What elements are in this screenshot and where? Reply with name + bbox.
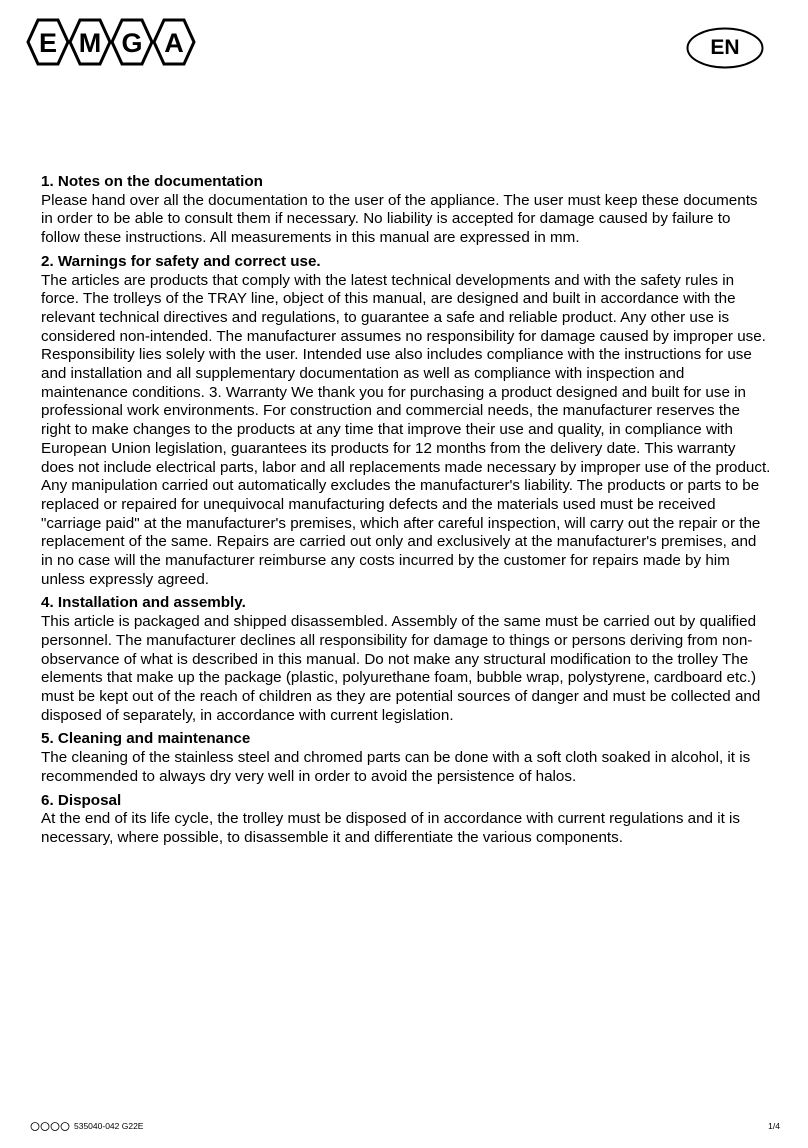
- footer-circles-icon: [30, 1122, 72, 1131]
- section-text: Please hand over all the documentation to the user of the appliance. The user must keep these documents in order to be able to consult them if necessary. No liability is accepted for damage caused by failure to follow these instructions. All measurements in this manual are expressed in mm.: [41, 191, 758, 247]
- section-installation: [41, 594, 771, 725]
- logo-letter-g: G: [121, 28, 143, 58]
- logo-letter-m: M: [78, 28, 102, 58]
- section-title: 5. Cleaning and maintenance: [41, 730, 251, 748]
- emga-logo-graphic: [26, 18, 202, 66]
- language-code: EN: [710, 36, 740, 59]
- section-text: This article is packaged and shipped disassembled. Assembly of the same must be carried out by qualified personnel. The manufacturer declines all responsibility for damage to things or persons deriving from non-observance of what is described in this manual. Do not make any structural modification to the trolley The elements that make up the package (plastic, polyurethane foam, bubble wrap, polystyrene, cardboard etc.) must be kept out of the reach of children as they are potential sources of danger and must be collected and disposed of separately, in accordance with current legislation.: [41, 613, 761, 724]
- logo-letter-e: E: [38, 28, 58, 58]
- emga-logo: [26, 18, 202, 66]
- section-disposal: [41, 792, 771, 848]
- page-footer: [30, 1119, 780, 1133]
- section-text: The articles are products that comply with the latest technical developments and with the safety rules in force. The trolleys of the TRAY line, object of this manual, are designed and built in accordance with the relevant technical directives and regulations, to guarantee a safe and reliable product. Any other use is considered non-intended. The manufacturer assumes no responsibility for damage caused by improper use. Responsibility lies solely with the user. Intended use also includes compliance with the instructions for use and installation and all supplementary documentation as well as compliance with inspection and maintenance conditions. 3. Warranty We thank you for purchasing a product designed and built for use in professional work environments. For construction and commercial needs, the manufacturer reserves the right to make changes to the products at any time that improve their use and quality, in compliance with European Union legislation, guarantees its products for 12 months from the delivery date. This warranty does not include electrical parts, labor and all replacements made necessary by improper use of the product. Any manipulation carried out automatically excludes the manufacturer's liability. The products or parts to be replaced or repaired for unequivocal manufacturing defects and the materials used must be received "carriage paid" at the manufacturer's premises, which after careful inspection, will carry out the repair or the replacement of the same. Repairs are carried out only and exclusively at the manufacturer's premises, and in no case will the manufacturer reimburse any costs incurred by the customer for repairs made by him unless expressly agreed.: [41, 271, 771, 588]
- section-documentation-notes: [41, 173, 771, 248]
- section-title: 4. Installation and assembly.: [41, 594, 246, 612]
- section-title: 1. Notes on the documentation: [41, 173, 263, 190]
- section-text: At the end of its life cycle, the trolley must be disposed of in accordance with current regulations and it is necessary, where possible, to disassemble it and differentiate the various components.: [41, 810, 740, 846]
- logo-letter-a: A: [164, 28, 184, 58]
- document-code: 535040-042 G22E: [74, 1121, 144, 1131]
- section-title: 6. Disposal: [41, 791, 122, 809]
- page-number: 1/4: [768, 1121, 780, 1131]
- document-body: [41, 173, 771, 853]
- section-safety-warnings: [41, 253, 771, 590]
- section-title: 2. Warnings for safety and correct use.: [41, 252, 321, 270]
- language-badge: [686, 27, 764, 69]
- section-cleaning: [41, 730, 771, 786]
- section-text: The cleaning of the stainless steel and chromed parts can be done with a soft cloth soaked in alcohol, it is recommended to always dry very well in order to avoid the persistence of halos.: [41, 749, 751, 785]
